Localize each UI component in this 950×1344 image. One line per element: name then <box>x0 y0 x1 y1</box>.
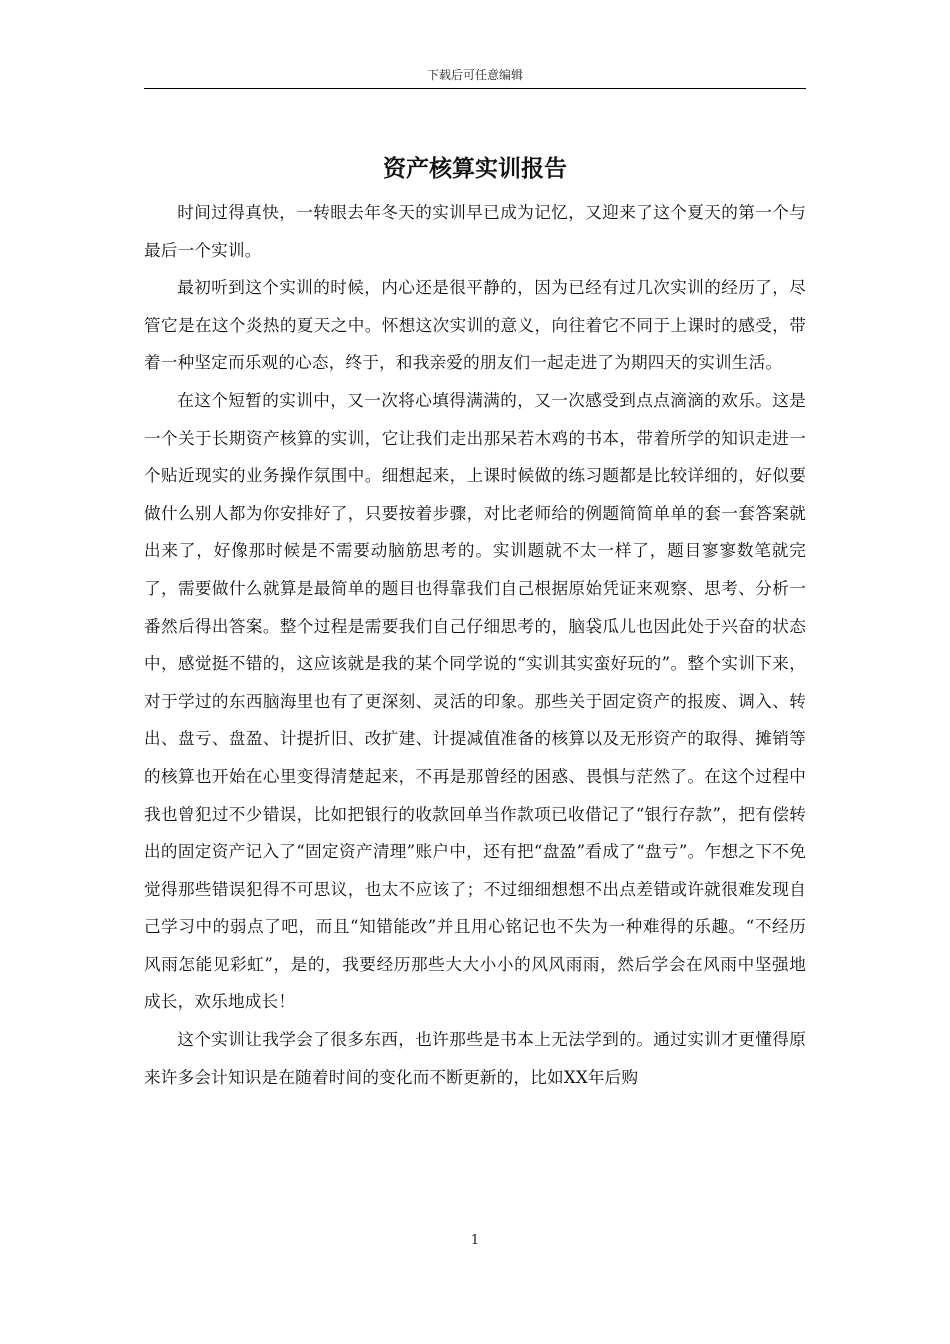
page-number: 1 <box>470 1233 480 1248</box>
paragraph-3: 在这个短暂的实训中，又一次将心填得满满的，又一次感受到点点滴滴的欢乐。这是一个关于长期资产核算的实训，它让我们走出那呆若木鸡的书本，带着所学的知识走进一个贴近现实的业务操作氛围中。细想起来，上课时候做的练习题都是比较详细的，好似要做什么别人都为你安排好了，只要按着步骤，对比老师给的例题简简单单的套一套答案就出来了，好像那时候是不需要动脑筋思考的。实训题就不太一样了，题目寥寥数笔就完了，需要做什么就算是最简单的题目也得靠我们自己根据原始凭证来观察、思考、分析一番然后得出答案。整个过程是需要我们自己仔细思考的，脑袋瓜儿也因此处于兴奋的状态中，感觉挺不错的，这应该就是我的某个同学说的“实训其实蛮好玩的”。整个实训下来，对于学过的东西脑海里也有了更深刻、灵活的印象。那些关于固定资产的报废、调入、转出、盘亏、盘盈、计提折旧、改扩建、计提减值准备的核算以及无形资产的取得、摊销等的核算也开始在心里变得清楚起来，不再是那曾经的困惑、畏惧与茫然了。在这个过程中我也曾犯过不少错误，比如把银行的收款回单当作款项已收借记了“银行存款”，把有偿转出的固定资产记入了“固定资产清理”账户中，还有把“盘盈”看成了“盘亏”。乍想之下不免觉得那些错误犯得不可思议，也太不应该了；不过细细想想不出点差错或许就很难发现自己学习中的弱点了吧，而且“知错能改”并且用心铭记也不失为一种难得的乐趣。“不经历风雨怎能见彩虹”，是的，我要经历那些大大小小的风风雨雨，然后学会在风雨中坚强地成长，欢乐地成长！ <box>144 390 806 1012</box>
paragraph-1: 时间过得真快，一转眼去年冬天的实训早已成为记忆，又迎来了这个夏天的第一个与最后一个实训。 <box>144 203 806 260</box>
document-title: 资产核算实训报告 <box>383 155 567 182</box>
paragraph-4: 这个实训让我学会了很多东西，也许那些是书本上无法学到的。通过实训才更懂得原来许多会计知识是在随着时间的变化而不断更新的，比如XX年后购 <box>144 1030 806 1087</box>
page-header: 下载后可任意编辑 <box>426 68 523 82</box>
header-rule <box>144 88 806 89</box>
paragraph-2: 最初听到这个实训的时候，内心还是很平静的，因为已经有过几次实训的经历了，尽管它是在这个炎热的夏天之中。怀想这次实训的意义，向往着它不同于上课时的感受，带着一种坚定而乐观的心态，终于，和我亲爱的朋友们一起走进了为期四天的实训生活。 <box>144 278 806 373</box>
document-body <box>144 194 806 1096</box>
